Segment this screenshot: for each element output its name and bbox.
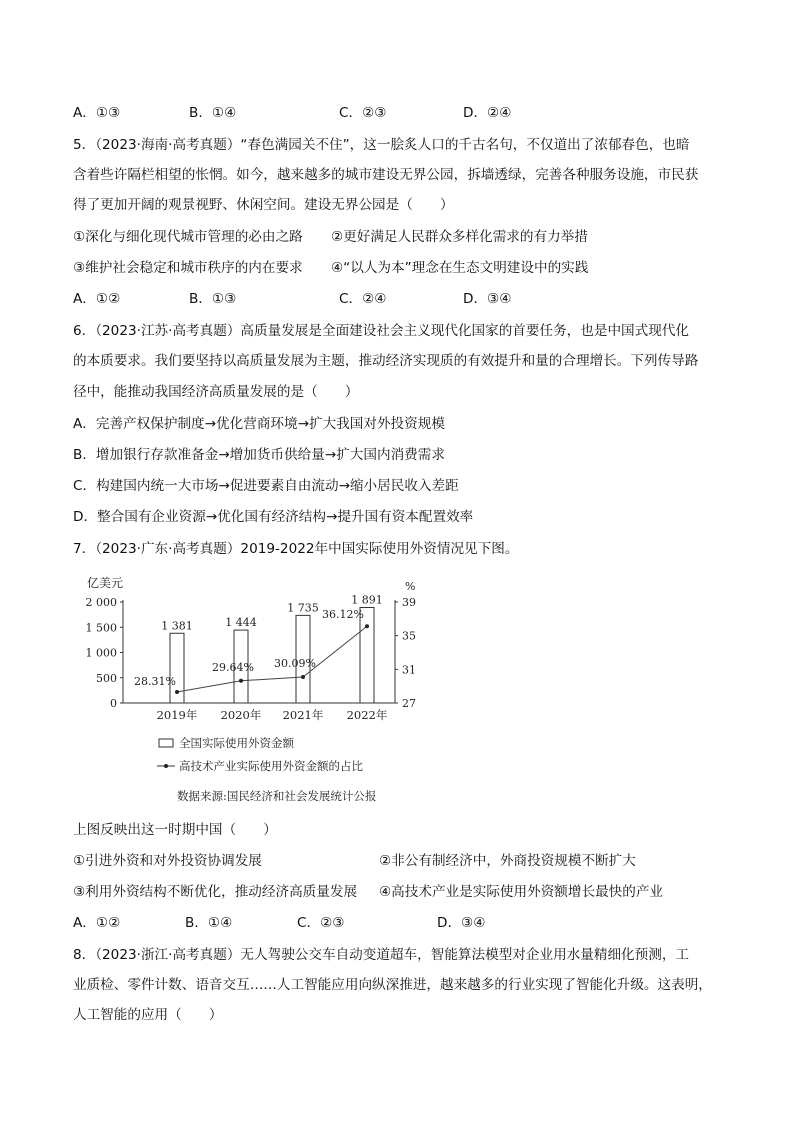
q4-option-d[interactable]: D．②④ bbox=[463, 105, 512, 121]
chart-source: 数据来源:国民经济和社会发展统计公报 bbox=[177, 789, 377, 803]
right-tick-label: 39 bbox=[402, 596, 416, 609]
q7-item-3: ③利用外资结构不断优化，推动经济高质量发展 bbox=[73, 884, 358, 900]
q7-option-b[interactable]: B．①④ bbox=[185, 915, 233, 931]
q8-stem-line-3: 人工智能的应用（ ） bbox=[73, 1007, 223, 1023]
x-tick-label: 2019年 bbox=[156, 708, 198, 722]
q5-stem-line-2: 含着些许隔栏相望的怅惘。如今，越来越多的城市建设无界公园，拆墙透绿，完善各种服务设施，市民获 bbox=[73, 167, 699, 183]
q7-item-4: ④高技术产业是实际使用外资额增长最快的产业 bbox=[379, 884, 664, 900]
q6-stem-line-1: 6．（2023·江苏·高考真题）高质量发展是全面建设社会主义现代化国家的首要任务，也是中国式现代化 bbox=[73, 323, 690, 339]
share-point bbox=[239, 679, 243, 683]
right-tick-label: 27 bbox=[402, 697, 416, 710]
left-tick-label: 0 bbox=[110, 697, 117, 710]
q7-option-c[interactable]: C．②③ bbox=[297, 915, 345, 931]
right-tick-label: 31 bbox=[402, 663, 416, 677]
bar-value-label: 1 891 bbox=[351, 593, 383, 607]
x-tick-label: 2020年 bbox=[220, 708, 262, 722]
q6-option-c[interactable]: C．构建国内统一大市场→促进要素自由流动→缩小居民收入差距 bbox=[73, 478, 459, 494]
left-tick-label: 1 000 bbox=[85, 646, 117, 660]
share-value-label: 29.64% bbox=[212, 660, 254, 674]
bar-value-label: 1 735 bbox=[287, 601, 319, 615]
q6-stem-line-2: 的本质要求。我们要坚持以高质量发展为主题，推动经济实现质的有效提升和量的合理增长。下列传导路 bbox=[73, 353, 699, 369]
left-axis-unit: 亿美元 bbox=[87, 576, 124, 590]
bar-value-label: 1 381 bbox=[161, 619, 193, 633]
q7-option-d[interactable]: D．③④ bbox=[437, 915, 486, 931]
legend-line-marker bbox=[164, 764, 168, 768]
q8-stem-line-1: 8．（2023·浙江·高考真题）无人驾驶公交车自动变道超车，智能算法模型对企业用水量精细化预测，工 bbox=[73, 947, 690, 963]
q5-option-b[interactable]: B．①③ bbox=[189, 291, 237, 307]
legend-bar-swatch bbox=[159, 739, 173, 747]
share-point bbox=[365, 624, 369, 628]
q7-chart bbox=[73, 575, 453, 815]
left-tick-label: 2 000 bbox=[85, 596, 117, 609]
right-tick-label: 35 bbox=[402, 629, 416, 643]
bar-value-label: 1 444 bbox=[225, 616, 257, 630]
q6-option-a[interactable]: A．完善产权保护制度→优化营商环境→扩大我国对外投资规模 bbox=[73, 416, 445, 432]
q5-option-d[interactable]: D．③④ bbox=[463, 291, 512, 307]
q7-option-a[interactable]: A．①② bbox=[73, 915, 121, 931]
left-tick-label: 1 500 bbox=[85, 621, 117, 635]
q5-option-c[interactable]: C．②④ bbox=[339, 291, 387, 307]
share-point bbox=[175, 690, 179, 694]
q4-option-a[interactable]: A．①③ bbox=[73, 105, 121, 121]
legend-line-label: 高技术产业实际使用外资金额的占比 bbox=[179, 759, 363, 773]
q6-stem-line-3: 径中，能推动我国经济高质量发展的是（ ） bbox=[73, 384, 359, 400]
q7-question: 上图反映出这一时期中国（ ） bbox=[73, 822, 277, 838]
q5-item-4: ④“以人为本”理念在生态文明建设中的实践 bbox=[331, 260, 589, 276]
q6-option-b[interactable]: B．增加银行存款准备金→增加货币供给量→扩大国内消费需求 bbox=[73, 447, 445, 463]
q4-option-c[interactable]: C．②③ bbox=[339, 105, 387, 121]
chart-layer bbox=[86, 576, 417, 803]
share-line bbox=[177, 626, 367, 692]
q7-stem: 7．（2023·广东·高考真题）2019-2022年中国实际使用外资情况见下图。 bbox=[73, 541, 519, 557]
q7-item-1: ①引进外资和对外投资协调发展 bbox=[73, 853, 262, 869]
q4-option-b[interactable]: B．①④ bbox=[189, 105, 237, 121]
share-point bbox=[301, 675, 305, 679]
q7-item-2: ②非公有制经济中，外商投资规模不断扩大 bbox=[379, 853, 636, 869]
share-value-label: 28.31% bbox=[134, 674, 176, 688]
x-tick-label: 2022年 bbox=[346, 708, 388, 722]
q5-item-1: ①深化与细化现代城市管理的必由之路 bbox=[73, 229, 303, 245]
legend-bar-label: 全国实际使用外资金额 bbox=[179, 736, 294, 750]
q5-stem-line-1: 5．（2023·海南·高考真题）“春色满园关不住”，这一脍炙人口的千古名句，不仅道出了浓郁春色，也暗 bbox=[73, 137, 690, 153]
right-axis-unit: % bbox=[405, 580, 416, 593]
q8-stem-line-2: 业质检、零件计数、语音交互……人工智能应用向纵深推进，越来越多的行业实现了智能化升级。这表明， bbox=[73, 977, 712, 993]
q6-option-d[interactable]: D．整合国有企业资源→优化国有经济结构→提升国有资本配置效率 bbox=[73, 509, 474, 525]
left-tick-label: 500 bbox=[96, 671, 117, 685]
q5-item-3: ③维护社会稳定和城市秩序的内在要求 bbox=[73, 260, 303, 276]
q5-option-a[interactable]: A．①② bbox=[73, 291, 121, 307]
q5-item-2: ②更好满足人民群众多样化需求的有力举措 bbox=[331, 229, 588, 245]
share-value-label: 36.12% bbox=[322, 608, 364, 622]
bar bbox=[360, 608, 374, 703]
share-value-label: 30.09% bbox=[274, 656, 316, 670]
q5-stem-line-3: 得了更加开阔的观景视野、休闲空间。建设无界公园是（ ） bbox=[73, 197, 454, 213]
x-tick-label: 2021年 bbox=[282, 708, 324, 722]
